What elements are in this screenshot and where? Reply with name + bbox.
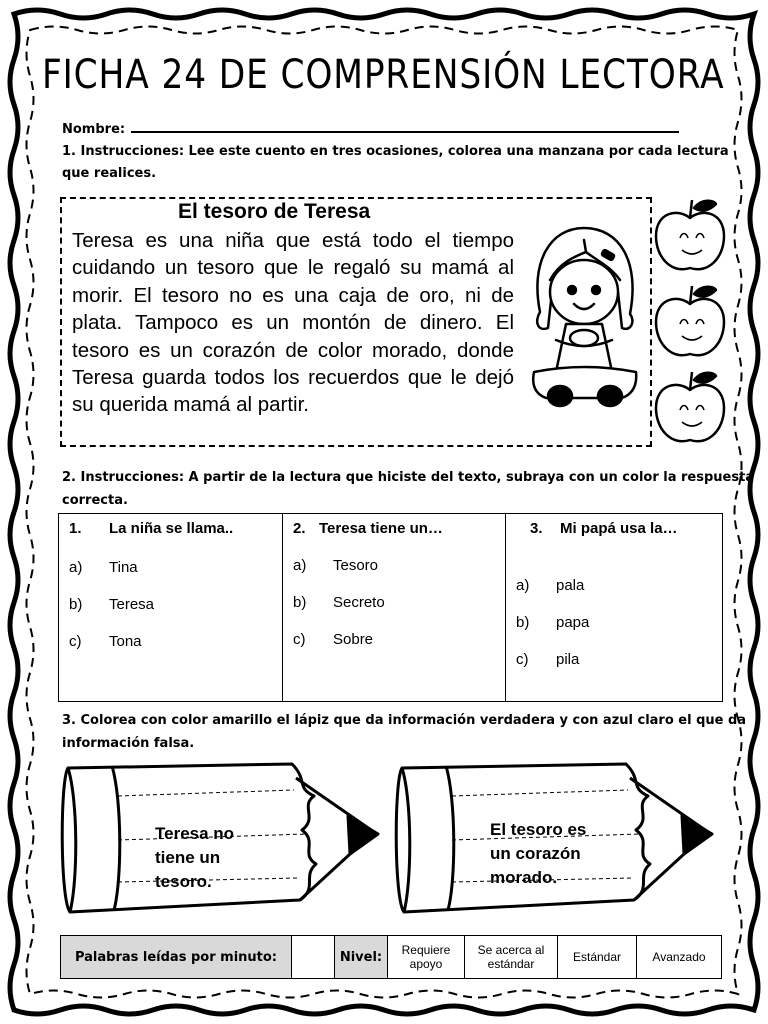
nombre-blank-line[interactable] (131, 119, 679, 133)
answer-option[interactable]: b) papa (516, 614, 590, 631)
instruction-1-line-2: que realices. (62, 166, 157, 181)
question-number: 3. (530, 520, 543, 537)
instruction-3-line-2: información falsa. (62, 736, 195, 751)
question-text: Teresa tiene un… (319, 520, 443, 537)
instruction-3-line-1: 3. Colorea con color amarillo el lápiz que da información verdadera y con azul claro el que da (62, 713, 747, 728)
answer-option[interactable]: b) Secreto (293, 594, 385, 611)
words-per-minute-label: Palabras leídas por minuto: (61, 936, 292, 979)
story-text: Teresa es una niña que está todo el tiempo cuidando un tesoro que le regaló su mamá al morir. El tesoro no es una caja de oro, ni de plata. Tampoco es un montón de dinero. El tesoro es un corazón de color morado, donde Teresa guarda todos los recuerdos que le dejó su querida mamá al partir. (72, 229, 514, 417)
level-se-acerca[interactable]: Se acerca al estándar (465, 936, 558, 979)
apples-column (652, 196, 730, 466)
pencil-right-text: El tesoro es un corazón morado. (490, 820, 587, 887)
instruction-2-line-2: correcta. (62, 493, 128, 508)
question-text: La niña se llama.. (109, 520, 234, 537)
apple-icon[interactable] (656, 286, 724, 355)
answer-option[interactable]: c) pila (516, 651, 580, 668)
question-number: 1. (69, 520, 82, 537)
girl-illustration (526, 222, 644, 412)
words-per-minute-field[interactable] (292, 936, 335, 979)
level-estandar[interactable]: Estándar (558, 936, 637, 979)
answer-option[interactable]: a) pala (516, 577, 585, 594)
answer-option[interactable]: a) Tina (69, 559, 138, 576)
nombre-row (62, 119, 679, 137)
pencil-left-text: Teresa no tiene un tesoro. (155, 824, 235, 891)
apple-icon[interactable] (656, 372, 724, 441)
nombre-label: Nombre: (62, 122, 126, 137)
level-avanzado[interactable]: Avanzado (637, 936, 722, 979)
questions-table (58, 513, 723, 702)
question-1 (59, 514, 283, 702)
question-2 (283, 514, 506, 702)
level-requiere-apoyo[interactable]: Requiere apoyo (388, 936, 465, 979)
instruction-1-line-1: 1. Instrucciones: Lee este cuento en tres ocasiones, colorea una manzana por cada lectura (62, 144, 729, 159)
story-title: El tesoro de Teresa (178, 200, 371, 223)
page-title: FICHA 24 DE COMPRENSIÓN LECTORA (42, 52, 725, 98)
reading-score-table (60, 935, 722, 979)
question-text: Mi papá usa la… (560, 520, 678, 537)
apple-icon[interactable] (656, 200, 724, 269)
instruction-2-line-1: 2. Instrucciones: A partir de la lectura que hiciste del texto, subraya con un color la respuesta (62, 470, 755, 485)
answer-option[interactable]: b) Teresa (69, 596, 155, 613)
question-3 (506, 514, 723, 702)
answer-option[interactable]: a) Tesoro (293, 557, 379, 574)
question-number: 2. (293, 520, 306, 537)
answer-option[interactable]: c) Tona (69, 633, 142, 650)
answer-option[interactable]: c) Sobre (293, 631, 374, 648)
nivel-label: Nivel: (335, 936, 388, 979)
